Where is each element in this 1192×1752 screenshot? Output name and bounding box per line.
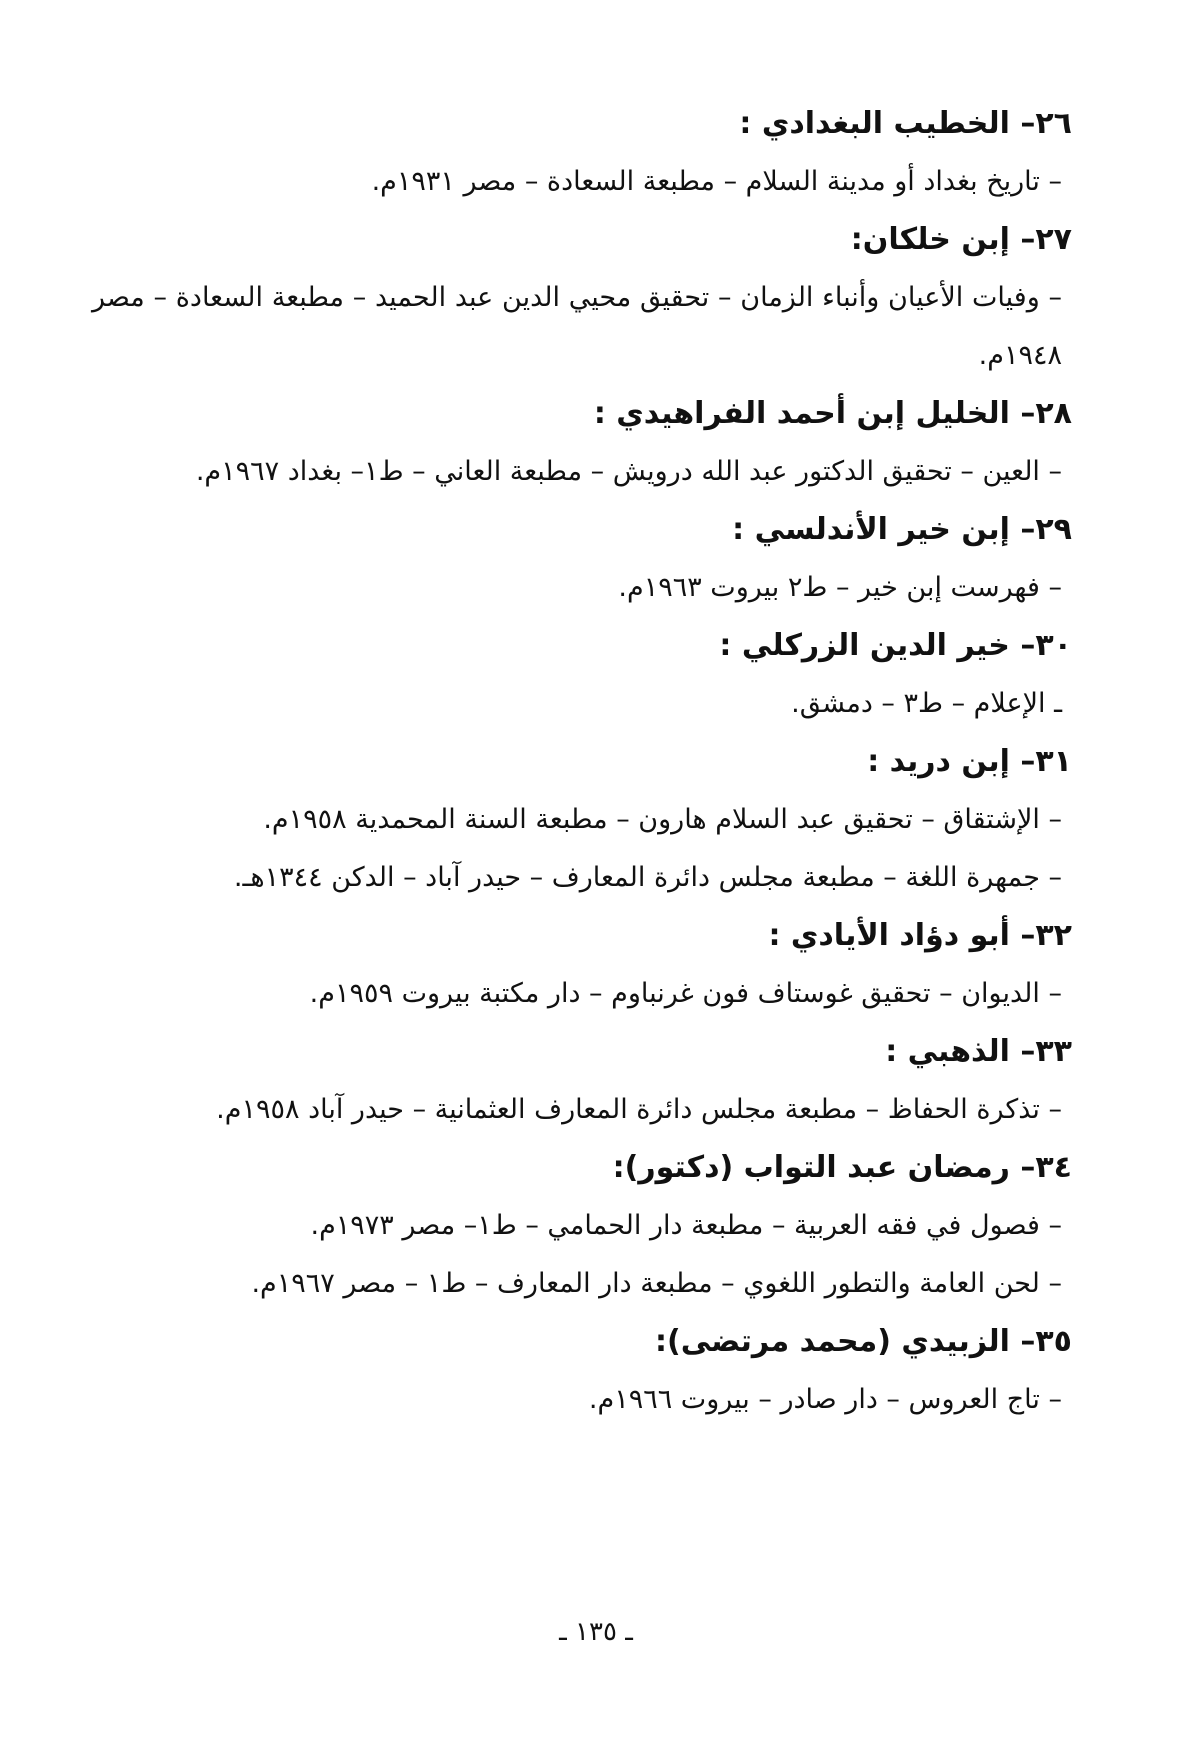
bibliography-entry	[92, 385, 1072, 501]
bibliography-entry	[92, 1313, 1072, 1429]
bibliography-entry	[92, 617, 1072, 733]
entry-heading: ٣٠– خير الدين الزركلي :	[719, 628, 1072, 663]
entry-heading: ٣٣– الذهبي :	[885, 1034, 1072, 1069]
bibliography-entry	[92, 733, 1072, 907]
entry-reference: – فهرست إبن خير – ط٢ بيروت ١٩٦٣م.	[618, 572, 1062, 603]
bibliography-entry	[92, 211, 1072, 385]
bibliography-page	[92, 95, 1072, 1429]
entry-heading: ٢٩– إبن خير الأندلسي :	[732, 512, 1072, 547]
page-number: ـ ١٣٥ ـ	[559, 1617, 633, 1647]
entry-reference: – تاج العروس – دار صادر – بيروت ١٩٦٦م.	[588, 1384, 1062, 1415]
bibliography-entry	[92, 1023, 1072, 1139]
bibliography-entry	[92, 501, 1072, 617]
entry-heading: ٣٤– رمضان عبد التواب (دكتور):	[612, 1150, 1072, 1185]
entry-reference: – وفيات الأعيان وأنباء الزمان – تحقيق محيي الدين عبد الحميد – مطبعة السعادة – مصر ١٩٤٨م.	[92, 282, 1062, 371]
entry-reference: – جمهرة اللغة – مطبعة مجلس دائرة المعارف – حيدر آباد – الدكن ١٣٤٤هـ.	[233, 862, 1062, 893]
entry-reference: – الإشتقاق – تحقيق عبد السلام هارون – مطبعة السنة المحمدية ١٩٥٨م.	[263, 804, 1062, 835]
bibliography-entry	[92, 907, 1072, 1023]
entry-heading: ٢٧– إبن خلكان:	[850, 222, 1072, 257]
entry-heading: ٣٢– أبو دؤاد الأيادي :	[768, 918, 1072, 953]
entry-heading: ٢٦– الخطيب البغدادي :	[739, 106, 1072, 141]
entry-heading: ٢٨– الخليل إبن أحمد الفراهيدي :	[593, 396, 1072, 431]
bibliography-entry	[92, 1139, 1072, 1313]
entry-reference: – الديوان – تحقيق غوستاف فون غرنباوم – دار مكتبة بيروت ١٩٥٩م.	[309, 978, 1062, 1009]
entry-reference: – تذكرة الحفاظ – مطبعة مجلس دائرة المعارف العثمانية – حيدر آباد ١٩٥٨م.	[216, 1094, 1062, 1125]
entry-reference: ـ الإعلام – ط٣ – دمشق.	[791, 688, 1062, 719]
entry-reference: – لحن العامة والتطور اللغوي – مطبعة دار المعارف – ط١ – مصر ١٩٦٧م.	[251, 1268, 1062, 1299]
bibliography-entry	[92, 95, 1072, 211]
entry-heading: ٣١– إبن دريد :	[867, 744, 1072, 779]
entry-reference: – العين – تحقيق الدكتور عبد الله درويش – مطبعة العاني – ط١– بغداد ١٩٦٧م.	[195, 456, 1062, 487]
entry-reference: – فصول في فقه العربية – مطبعة دار الحمامي – ط١– مصر ١٩٧٣م.	[310, 1210, 1062, 1241]
entry-reference: – تاريخ بغداد أو مدينة السلام – مطبعة السعادة – مصر ١٩٣١م.	[371, 166, 1062, 197]
entry-heading: ٣٥– الزبيدي (محمد مرتضى):	[655, 1324, 1072, 1359]
